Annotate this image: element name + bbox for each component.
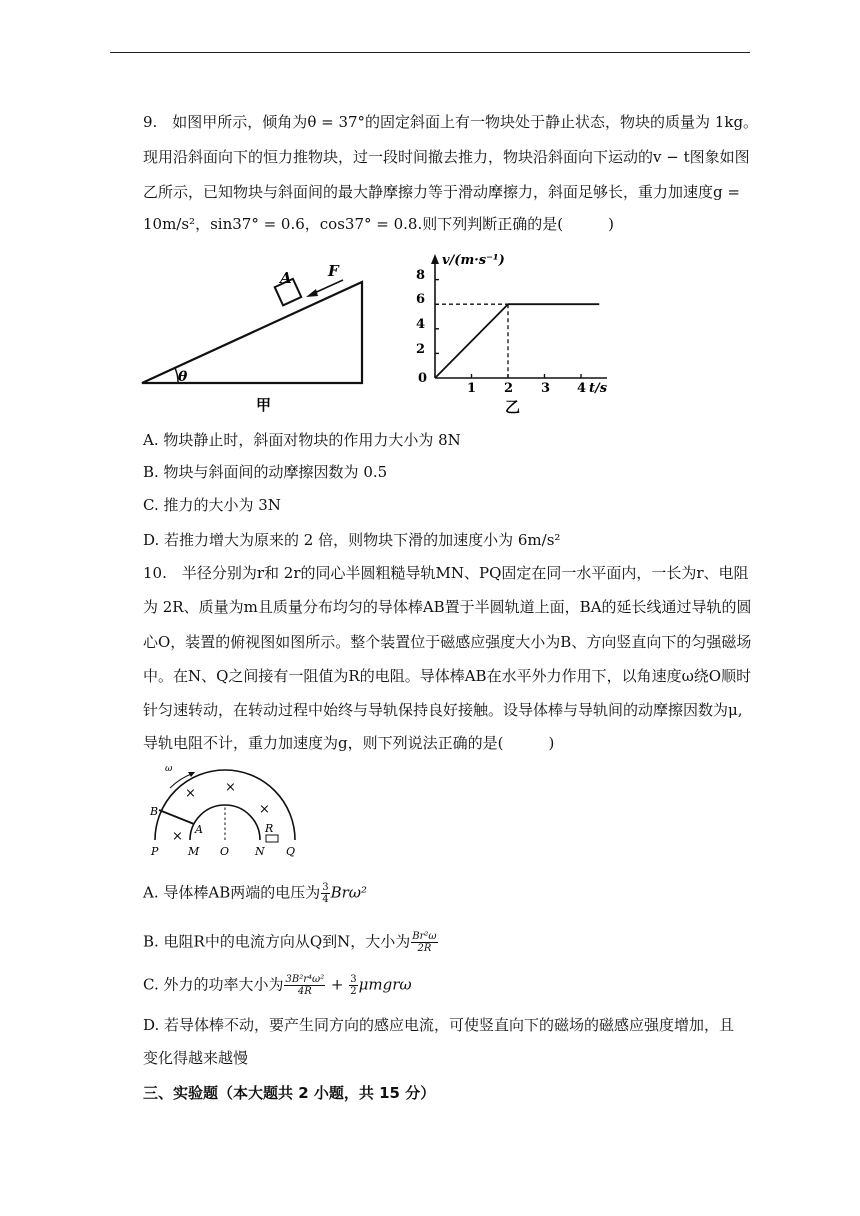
- q9-option-a: A. 物块静止时，斜面对物块的作用力大小为 8N: [143, 431, 461, 449]
- label-B: B: [150, 805, 159, 818]
- series-marks: [435, 304, 599, 378]
- q10-line-2: 为 2R、质量为m且质量分布均匀的导体棒AB置于半圆轨道上面，BA的延长线通过导轨的圆: [143, 598, 752, 616]
- label-A: A: [280, 269, 292, 287]
- q10-option-a-expr: Brω²: [330, 883, 368, 902]
- field-cross-3: ×: [259, 802, 270, 817]
- label-theta: θ: [178, 369, 188, 385]
- x-tick-1: 1: [467, 381, 477, 396]
- y-tick-6: 6: [416, 292, 426, 307]
- label-M: M: [188, 845, 200, 858]
- fraction-3-4: [321, 882, 329, 905]
- q10-option-d-line-1: D. 若导体棒不动，要产生同方向的感应电流，可使竖直向下的磁场的磁感应强度增加，且: [143, 1016, 735, 1034]
- q9-line-2: 现用沿斜面向下的恒力推物块，过一段时间撤去推力，物块沿斜面向下运动的v − t图象如图: [143, 148, 750, 166]
- fraction-denominator: 2: [350, 986, 357, 997]
- fraction-numerator: 3B²r⁴ω²: [285, 974, 325, 985]
- q10-line-4: 中。在N、Q之间接有一阻值为R的电阻。导体棒AB在水平外力作用下，以角速度ω绕O顺时: [143, 667, 752, 685]
- omega-label: ω: [165, 764, 173, 774]
- label-Q: Q: [286, 845, 296, 858]
- q10-line-3: 心O，装置的俯视图如图所示。整个装置位于磁感应强度大小为B、方向竖直向下的匀强磁场: [143, 633, 752, 651]
- x-axis-label: t/s: [589, 381, 608, 396]
- q9-line-4: 10m/s²，sin37° = 0.6，cos37° = 0.8.则下列判断正确的是( ): [143, 215, 614, 233]
- y-tick-2: 2: [416, 342, 426, 357]
- fraction-denominator: 2R: [417, 943, 432, 954]
- q10-option-c-text: C. 外力的功率大小为: [143, 975, 284, 994]
- caption-yi: 乙: [505, 398, 521, 415]
- q9-option-c: C. 推力的大小为 3N: [143, 496, 281, 514]
- q9-option-d: D. 若推力增大为原来的 2 倍，则物块下滑的加速度小为 6m/s²: [143, 531, 561, 549]
- y-tick-8: 8: [416, 268, 426, 283]
- q9-line-1: 9. 如图甲所示，倾角为θ = 37°的固定斜面上有一物块处于静止状态，物块的质量为 1kg。: [143, 113, 759, 131]
- fraction-3-2: [349, 974, 357, 997]
- fraction-power: [284, 974, 325, 997]
- fraction-numerator: Br²ω: [412, 931, 437, 942]
- fraction-numerator: 3: [350, 974, 357, 985]
- rail-figure: [142, 758, 304, 862]
- field-cross-2: ×: [225, 780, 236, 795]
- q10-option-d-line-2: 变化得越来越慢: [143, 1049, 249, 1067]
- label-R: R: [265, 822, 274, 835]
- q9-option-b: B. 物块与斜面间的动摩擦因数为 0.5: [143, 463, 388, 481]
- fraction-denominator: 4R: [297, 986, 312, 997]
- field-cross-4: ×: [172, 829, 183, 844]
- q10-line-5: 针匀速转动，在转动过程中始终与导轨保持良好接触。设导体棒与导轨间的动摩擦因数为μ,: [143, 701, 743, 719]
- label-A-rail: A: [195, 823, 203, 836]
- q10-option-b-text: B. 电阻R中的电流方向从Q到N，大小为: [143, 932, 411, 951]
- fraction-current: [411, 931, 437, 954]
- q10-option-c-expr: μmgrω: [358, 975, 412, 994]
- incline-figure: [138, 258, 368, 416]
- label-O: O: [220, 845, 230, 858]
- q10-line-6: 导轨电阻不计，重力加速度为g，则下列说法正确的是( ): [143, 734, 555, 752]
- y-axis-label: v/(m·s⁻¹): [442, 253, 505, 268]
- fraction-numerator: 3: [322, 882, 329, 893]
- caption-jia: 甲: [256, 396, 272, 414]
- section-heading: 三、实验题（本大题共 2 小题，共 15 分）: [143, 1084, 436, 1102]
- q10-option-a-text: A. 导体棒AB两端的电压为: [143, 883, 321, 902]
- field-cross-1: ×: [185, 786, 196, 801]
- vt-graph: [412, 250, 612, 415]
- plus-sign: +: [326, 975, 349, 994]
- q10-option-b: [143, 931, 439, 954]
- x-tick-2: 2: [504, 381, 514, 396]
- q10-option-c: [143, 974, 412, 997]
- origin-label: 0: [418, 371, 428, 386]
- label-N: N: [255, 845, 265, 858]
- label-F: F: [328, 262, 339, 280]
- label-P: P: [151, 845, 159, 858]
- x-tick-3: 3: [541, 381, 551, 396]
- series-line-segment: [435, 304, 508, 378]
- fraction-denominator: 4: [322, 894, 329, 905]
- q10-option-a: [143, 882, 367, 905]
- x-tick-4: 4: [577, 381, 587, 396]
- y-tick-4: 4: [416, 317, 426, 332]
- q9-line-3: 乙所示，已知物块与斜面间的最大静摩擦力等于滑动摩擦力，斜面足够长，重力加速度g =: [143, 183, 740, 201]
- q10-line-1: 10. 半径分别为r和 2r的同心半圆粗糙导轨MN、PQ固定在同一水平面内，一长为r、电阻: [143, 564, 749, 582]
- header-rule: [110, 52, 750, 53]
